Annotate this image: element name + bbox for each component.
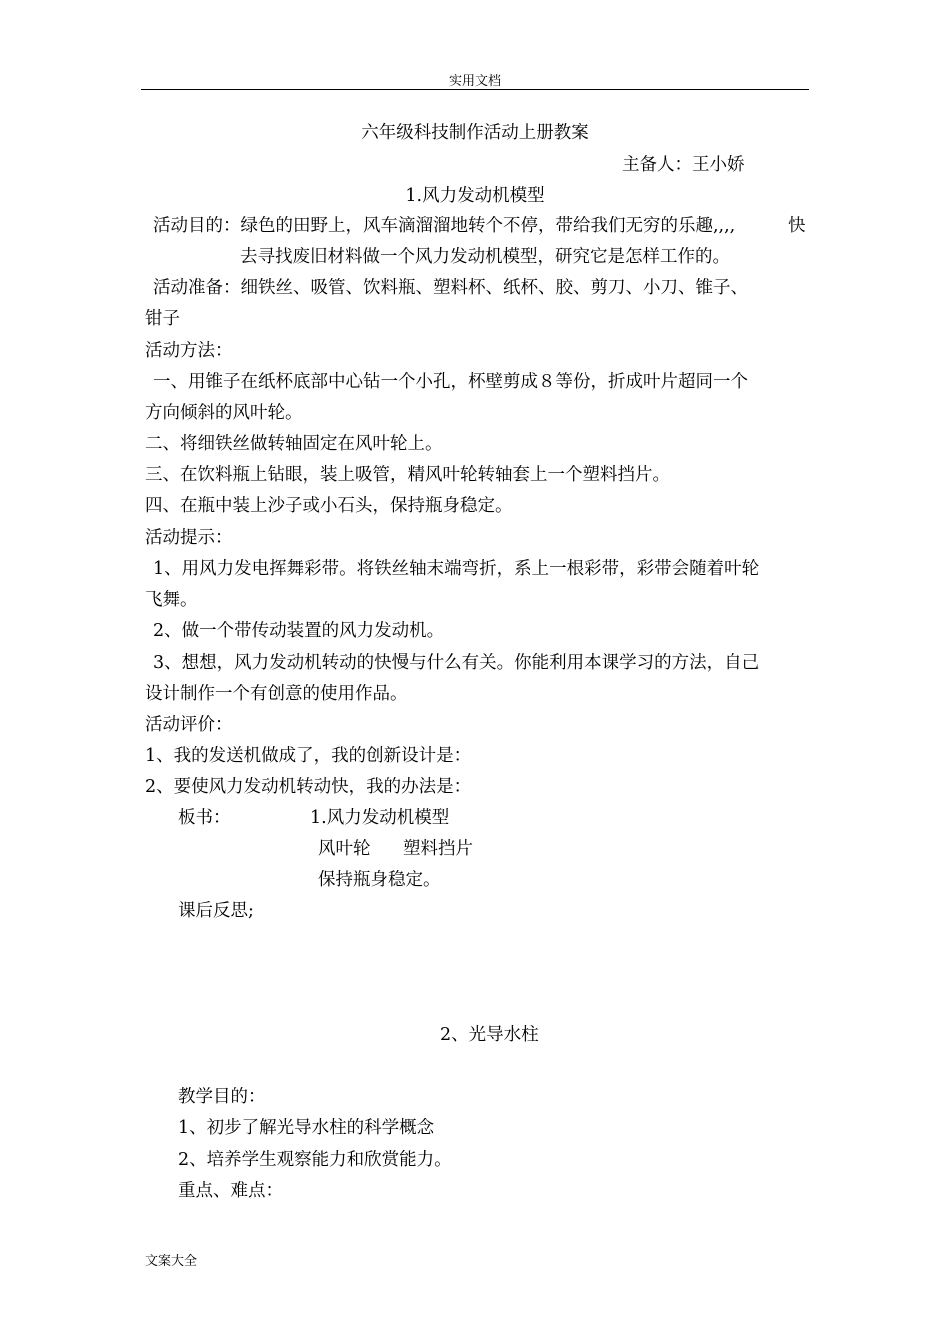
- goal-1: 1、初步了解光导水柱的科学概念: [178, 1118, 435, 1138]
- tip-2: 2、做一个带传动装置的风力发动机。: [153, 621, 445, 641]
- key-heading: 重点、难点：: [178, 1181, 283, 1201]
- board-title: 1.风力发动机模型: [310, 808, 450, 828]
- reflection-line: 课后反思;: [178, 901, 254, 921]
- tip-1b: 飞舞。: [145, 590, 198, 610]
- board-item-3: 保持瓶身稳定。: [318, 870, 441, 890]
- method-2: 二、将细铁丝做转轴固定在风叶轮上。: [145, 434, 443, 454]
- method-1a: 一、用锥子在纸杯底部中心钻一个小孔，杯壁剪成８等份，折成叶片超同一个: [153, 372, 748, 392]
- tip-3b: 设计制作一个有创意的使用作品。: [145, 684, 408, 704]
- tips-heading: 活动提示：: [145, 528, 233, 548]
- board-label: 板书：: [178, 808, 231, 828]
- tip-3a: 3、想想，风力发动机转动的快慢与什么有关。你能利用本课学习的方法，自己: [153, 653, 760, 673]
- page-footer: 文案大全: [145, 1254, 198, 1269]
- eval-2: 2、要使风力发动机转动快，我的办法是：: [145, 777, 472, 797]
- goal-2: 2、培养学生观察能力和欣赏能力。: [178, 1150, 452, 1170]
- prep-line-1: 活动准备：细铁丝、吸管、饮料瓶、塑料杯、纸杯、胶、剪刀、小刀、锥子、: [153, 278, 748, 298]
- tip-1a: 1、用风力发电挥舞彩带。将铁丝轴末端弯折，系上一根彩带，彩带会随着叶轮: [153, 559, 760, 579]
- eval-1: 1、我的发送机做成了，我的创新设计是：: [145, 746, 472, 766]
- lesson2-title: 2、光导水柱: [440, 1025, 539, 1045]
- author-line: 主备人：王小娇: [622, 155, 745, 175]
- document-title: 六年级科技制作活动上册教案: [361, 123, 589, 143]
- prep-line-2: 钳子: [145, 309, 180, 329]
- purpose-line-1-end: 快: [788, 216, 806, 236]
- method-3: 三、在饮料瓶上钻眼，装上吸管，精风叶轮转轴套上一个塑料挡片。: [145, 465, 670, 485]
- board-item-1: 风叶轮: [318, 839, 371, 859]
- method-heading: 活动方法：: [145, 341, 233, 361]
- board-item-2: 塑料挡片: [403, 839, 473, 859]
- method-1b: 方向倾斜的风叶轮。: [145, 403, 303, 423]
- purpose-line-1: 活动目的：绿色的田野上，风车滴溜溜地转个不停，带给我们无穷的乐趣,,,,: [153, 216, 736, 236]
- lesson1-title: 1.风力发动机模型: [405, 186, 545, 206]
- purpose-line-2: 去寻找废旧材料做一个风力发动机模型，研究它是怎样工作的。: [240, 247, 730, 267]
- eval-heading: 活动评价：: [145, 715, 233, 735]
- header-divider: [141, 89, 809, 90]
- goal-heading: 教学目的：: [178, 1087, 266, 1107]
- method-4: 四、在瓶中装上沙子或小石头，保持瓶身稳定。: [145, 496, 513, 516]
- page-header: 实用文档: [448, 74, 501, 89]
